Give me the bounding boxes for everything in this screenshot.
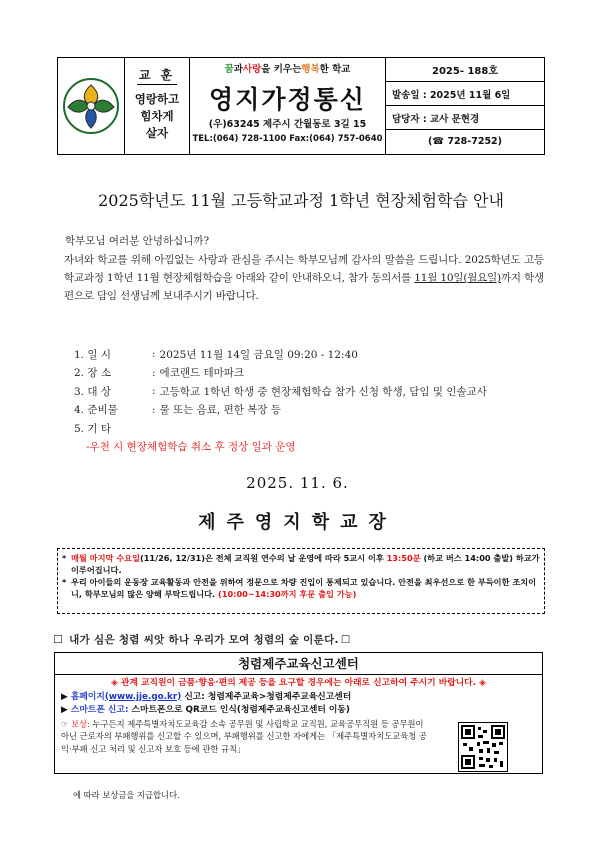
item-key: 4. 준비물 [74, 404, 118, 417]
smartphone-text: 스마트폰으로 QR코드 인식(청렴제주교육신고센터 이동) [128, 705, 350, 715]
reward-body: 누구든지 제주특별자치도교육감 소속 공무원 및 사립학교 교직원, 교육공무직원 등 공무원이 아닌 근로자의 부패행위를 신고할 수 있으며, 부패행위를 신고한 자에게는 「제주특별자치도교육청 공익·부패 신고 처리 및 신고자 보호 등에 관한 규칙」 [61, 718, 427, 754]
highlight: 13:50분 [386, 553, 421, 563]
highlight: 매월 마지막 수요일 [71, 553, 140, 563]
school-slogan [190, 58, 385, 78]
issue-date-footer: 2025. 11. 6. [246, 474, 349, 492]
principal-signature: 제주영지학교장 [198, 512, 397, 533]
item-value: 에코랜드 테마파크 [159, 367, 245, 380]
item-key: 3. 대 상 [74, 385, 111, 398]
motto-line: 힘차게 [140, 109, 174, 123]
item-key: 1. 일 시 [74, 348, 111, 361]
deadline-date: 11월 10일(월요일) [414, 272, 501, 284]
star-icon: * [62, 553, 67, 563]
notice-row [62, 552, 540, 576]
item-value: 고등학교 1학년 학생 중 현장체험학습 참가 신청 학생, 담임 및 인솔교사 [159, 385, 487, 398]
list-item: 1. 일 시 : 2025년 11월 14일 금요일 09:20 - 12:40 [74, 348, 358, 361]
qr-code-icon[interactable] [458, 722, 508, 772]
details-list [74, 345, 544, 456]
paragraph-text: 까지 학생 편으로 담임 선생님께 보내주시기 바랍니다. [64, 272, 544, 302]
integrity-slogan [53, 632, 543, 647]
motto-line: 살자 [145, 126, 169, 140]
contact-person: 담당자 : 교사 문현경 [386, 106, 544, 130]
item-key: 2. 장 소 [74, 367, 111, 380]
list-item [74, 419, 544, 438]
item-value: 2025년 11월 14일 금요일 09:20 - 12:40 [159, 348, 358, 361]
slogan-word: 을 키우는 [261, 64, 302, 75]
rain-note: -우천 시 현장체험학습 취소 후 정상 일과 운영 [86, 441, 296, 454]
school-logo [58, 58, 125, 154]
issue-info [386, 58, 544, 154]
item-key: 5. 기 타 [74, 422, 111, 435]
newsletter-title: 영지가정통신 [209, 85, 366, 114]
list-item: 3. 대 상 : 고등학교 1학년 학생 중 현장체험학습 참가 신청 학생, 담임 및 인솔교사 [74, 385, 487, 398]
slogan-word: 한 학교 [319, 64, 351, 75]
issue-date: 발송일 : 2025년 11월 6일 [386, 82, 544, 106]
notice-text [71, 576, 540, 600]
smartphone-label: 스마트폰 신고: [70, 705, 129, 715]
reward-tail: 에 따라 보상금을 지급합니다. [73, 790, 180, 800]
notice-text [71, 552, 540, 576]
intro-paragraph [64, 251, 544, 305]
motto-title: 교 훈 [137, 66, 177, 85]
notice-text-part: 우리 아이들의 운동장 교육활동과 안전을 위하여 정문으로 차량 진입이 통제되고 있습니다. 안전을 최우선으로 한 부득이한 조치이니, 학부모님의 많은 양해 부탁드립니다. [71, 577, 537, 599]
reward-text [61, 718, 433, 756]
paragraph-text: 자녀와 학교를 위해 아낌없는 사랑과 관심을 주시는 학부모님께 감사의 말씀을 드립니다. 2025학년도 고등학교과정 1학년 11월 현장체험학습을 아래와 같이 안내하오니, 참가 동의서를 [64, 254, 544, 284]
slogan-word: 과 [233, 64, 243, 75]
report-center-body [54, 674, 543, 774]
greeting: 학부모님 여러분 안녕하십니까? [65, 235, 210, 247]
homepage-label: 홈페이지 [70, 691, 105, 702]
homepage-link[interactable]: (www.jje.go.kr) [104, 691, 182, 702]
homepage-line: ▶ 홈페이지(www.jje.go.kr) 신고: 청렴제주교육>청렴제주교육신고센터 [61, 691, 352, 702]
smartphone-line: ▶ 스마트폰 신고: 스마트폰으로 QR코드 인식(청렴제주교육신고센터 이동) [61, 705, 350, 715]
notice-box [57, 548, 545, 614]
pointer-icon: ☞ [61, 718, 72, 729]
slogan-text: 내가 심은 청렴 씨앗 하나 우리가 모여 청렴의 숲 이룬다. [69, 634, 339, 646]
notice-text-part: (하교 버스 14:00 출발) 하교가 이루어집니다. [71, 553, 540, 575]
list-item: 2. 장 소 : 에코랜드 테마파크 [74, 366, 245, 380]
reward-label: 보상: [71, 718, 90, 729]
contact-phone: (☎ 728-7252) [427, 136, 503, 148]
list-item: 4. 준비물 : 물 또는 음료, 편한 복장 등 [74, 403, 282, 417]
newsletter-header [57, 57, 545, 155]
square-icon: ☐ [53, 633, 64, 646]
notice-title: 2025학년도 11월 고등학교과정 1학년 현장체험학습 안내 [98, 191, 504, 210]
slogan-word: 행복 [301, 64, 320, 75]
report-center [54, 652, 543, 774]
school-tel-fax: TEL:(064) 728-1100 Fax:(064) 757-0640 [192, 134, 383, 144]
slogan-word: 사랑 [242, 64, 262, 75]
slogan-word: 꿈 [224, 64, 234, 75]
school-motto [125, 58, 190, 154]
report-intro: ◈ 관계 교직원이 금품·향응·편의 제공 등을 요구할 경우에는 아래로 신고하여 주시기 바랍니다. ◈ [111, 678, 486, 688]
homepage-text: 신고: 청렴제주교육>청렴제주교육신고센터 [181, 691, 352, 702]
report-center-title: 청렴제주교육신고센터 [54, 652, 543, 674]
motto-line: 영랑하고 [134, 92, 180, 106]
school-address: (우)63245 제주시 간월동로 3길 15 [208, 119, 367, 130]
header-center [190, 58, 386, 154]
issue-number: 2025- 188호 [386, 58, 544, 82]
star-icon: * [62, 577, 67, 587]
notice-row [62, 576, 540, 600]
item-value: 물 또는 음료, 편한 복장 등 [159, 404, 282, 417]
highlight: (10:00~14:30까지 후문 출입 가능) [218, 589, 357, 599]
notice-text-part: (11/26, 12/31)은 전체 교직원 연수의 날 운영에 따라 5교시 이후 [139, 553, 387, 563]
square-icon: ☐ [340, 633, 351, 646]
